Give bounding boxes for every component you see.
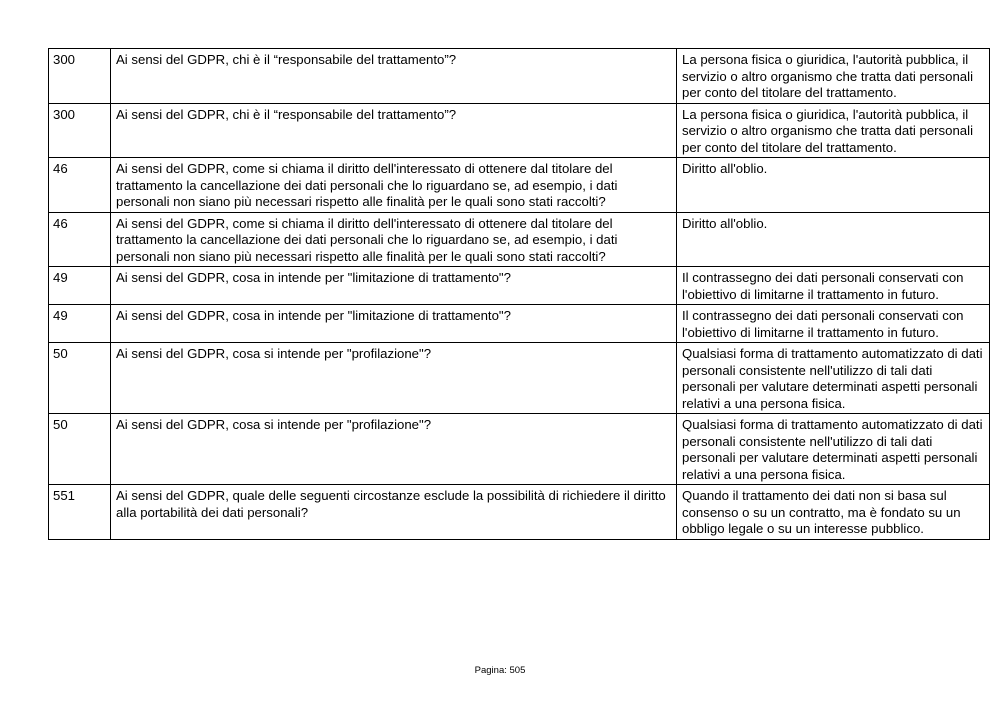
table-row [49, 485, 990, 540]
answer-text: Quando il trattamento dei dati non si basa sul consenso o su un contratto, ma è fondato su un obbligo legale o su un interesse pubblico. [677, 485, 990, 540]
question-number: 50 [49, 343, 111, 414]
answer-text: Qualsiasi forma di trattamento automatizzato di dati personali consistente nell'utilizzo di tali dati personali per valutare determinati aspetti personali relativi a una persona fisica. [677, 343, 990, 414]
question-number: 49 [49, 267, 111, 305]
table-row [49, 343, 990, 414]
question-text: Ai sensi del GDPR, cosa in intende per "limitazione di trattamento"? [111, 305, 677, 343]
page-number: Pagina: 505 [474, 665, 526, 676]
table-row [49, 212, 990, 267]
answer-text: Diritto all'oblio. [677, 158, 990, 213]
question-number: 50 [49, 414, 111, 485]
question-number: 551 [49, 485, 111, 540]
question-number: 49 [49, 305, 111, 343]
question-text: Ai sensi del GDPR, cosa si intende per "profilazione"? [111, 414, 677, 485]
question-text: Ai sensi del GDPR, come si chiama il diritto dell'interessato di ottenere dal titolare del trattamento la cancellazione dei dati personali che lo riguardano se, ad esempio, i dati personali non siano più necessari rispetto alle finalità per le quali sono stati raccolti? [111, 158, 677, 213]
question-number: 300 [49, 49, 111, 104]
question-text: Ai sensi del GDPR, chi è il “responsabile del trattamento”? [111, 49, 677, 104]
question-number: 300 [49, 103, 111, 158]
table-row [49, 267, 990, 305]
question-text: Ai sensi del GDPR, quale delle seguenti circostanze esclude la possibilità di richiedere il diritto alla portabilità dei dati personali? [111, 485, 677, 540]
question-number: 46 [49, 212, 111, 267]
answer-text: Diritto all'oblio. [677, 212, 990, 267]
table-row [49, 103, 990, 158]
question-text: Ai sensi del GDPR, cosa si intende per "profilazione"? [111, 343, 677, 414]
answer-text: Il contrassegno dei dati personali conservati con l'obiettivo di limitarne il trattamento in futuro. [677, 267, 990, 305]
question-text: Ai sensi del GDPR, chi è il “responsabile del trattamento”? [111, 103, 677, 158]
table-row [49, 158, 990, 213]
answer-text: La persona fisica o giuridica, l'autorità pubblica, il servizio o altro organismo che tratta dati personali per conto del titolare del trattamento. [677, 49, 990, 104]
question-text: Ai sensi del GDPR, come si chiama il diritto dell'interessato di ottenere dal titolare del trattamento la cancellazione dei dati personali che lo riguardano se, ad esempio, i dati personali non siano più necessari rispetto alle finalità per le quali sono stati raccolti? [111, 212, 677, 267]
table-row [49, 414, 990, 485]
table-row [49, 305, 990, 343]
question-number: 46 [49, 158, 111, 213]
qa-table [48, 48, 990, 540]
answer-text: Il contrassegno dei dati personali conservati con l'obiettivo di limitarne il trattamento in futuro. [677, 305, 990, 343]
table-row [49, 49, 990, 104]
question-text: Ai sensi del GDPR, cosa in intende per "limitazione di trattamento"? [111, 267, 677, 305]
answer-text: La persona fisica o giuridica, l'autorità pubblica, il servizio o altro organismo che tratta dati personali per conto del titolare del trattamento. [677, 103, 990, 158]
answer-text: Qualsiasi forma di trattamento automatizzato di dati personali consistente nell'utilizzo di tali dati personali per valutare determinati aspetti personali relativi a una persona fisica. [677, 414, 990, 485]
